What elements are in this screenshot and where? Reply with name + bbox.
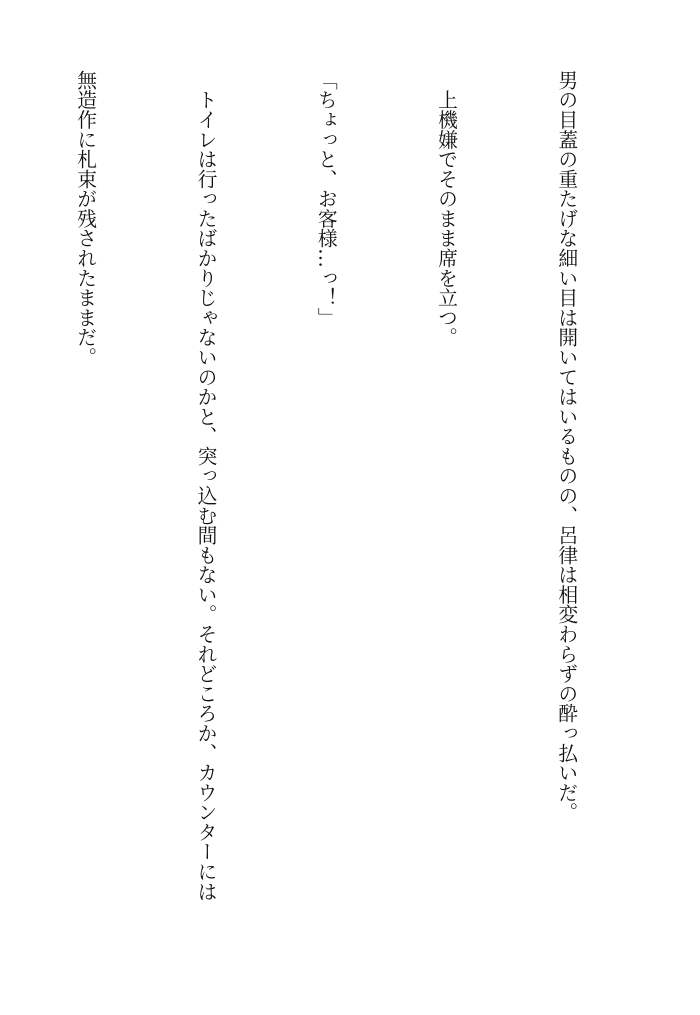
text-line: 上機嫌でそのまま席を立つ。 — [434, 70, 458, 348]
text-line: 男の目蓋の重たげな細い目は開いてはいるものの、呂律は相変わらずの酔っ払いだ。 — [554, 70, 578, 823]
text-line: 「ちょっと、お客様…っ！」 — [314, 70, 338, 328]
vertical-text-body — [0, 70, 666, 980]
text-line: トイレは行ったばかりじゃないのかと、突っ込む間もない。それどころか、カウンターには — [193, 70, 217, 902]
text-line: 無造作に札束が残されたままだ。 — [73, 70, 97, 367]
